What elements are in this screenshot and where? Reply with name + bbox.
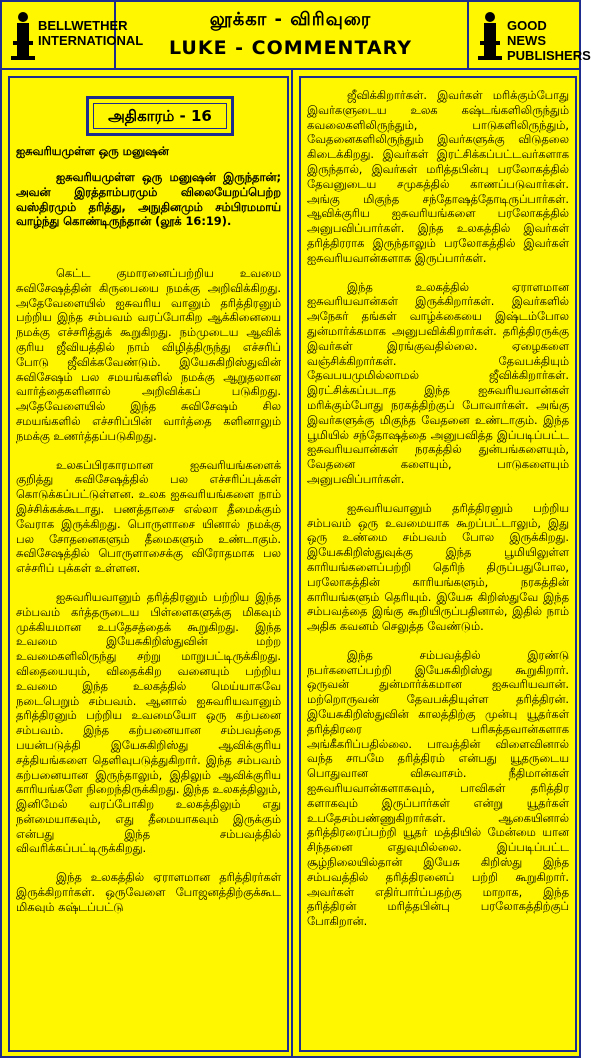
left-logo-text: BELLWETHER INTERNATIONAL [38,18,144,48]
paragraph: இந்த உலகத்தில் ஏராளமான தரித்திரர்கள் இருக்கிறார்கள். ஒருவேளை போஜனத்திற்குக்கூட மிகவும் கஷ்டப்பட்டு [16,870,281,914]
paragraph: இந்த உலகத்தில் ஏராளமான ஐசுவரியவான்கள் இருக்கிறார்கள். இவர்களில் அநேகர் தங்கள் வாழ்க்கையை இஷ்டம்போல துன்மார்க்கமாக அனுபவிக்கிறார்கள். தரித்திரருக்கு இவர்கள் இரங்குவதில்லை. ஏழைகளை வஞ்சிக்கிறார்கள். தேவபக்தியும் தேவபயமுமில்லாமல் ஜீவிக்கிறார்கள். இரட்சிக்கப்படாத இந்த ஐசுவரியவான்கள் மரிக்கும்போது நரகத்திற்குப் போவார்கள். அங்கு இவர்களுக்கு மிகுந்த வேதனை உண்டாகும். இந்த பூமியில் சந்தோஷத்தை அனுபவித்த இப்படிப்பட்ட ஐசுவரியவான்கள் நரகத்தில் துன்பங்களையும், வேதனை களையும், பாடுகளையும் அனுபவிப்பார்கள். [307,279,569,486]
left-column [2,70,293,1056]
verse-quote: ஐசுவரியமுள்ள ஒரு மனுஷன் இருந்தான்; அவன் இரத்தாம்பரமும் விலையேறப்பெற்ற வஸ்திரமும் தரித்து, அநுதினமும் சம்பிரமமாய் வாழ்ந்து கொண்டிருந்தான் (லூக் 16:19). [16,170,281,229]
bellwether-logo [2,2,144,68]
title-english: LUKE - COMMENTARY [168,37,412,59]
figure-icon [8,10,38,60]
left-column-inner [8,76,289,1052]
paragraph: ஜீவிக்கிறார்கள். இவர்கள் மரிக்கும்போது இவர்களுடைய உலக கஷ்டங்களிலிருந்தும் கவலைகளிலிருந்தும், பாடுகளிலிருந்தும், வேதனைகளிலிருந்தும் இவர்களுக்கு விடுதலை கிடைக்கிறது. இவர்கள் இரட்சிக்கப்பட்டவர்களாக இருந்தால், இவர்கள் மரித்தபின்பு பரலோகத்தில் தேவனுடைய சமுகத்தில் காணப்படுவார்கள். அங்கு மிகுந்த சந்தோஷத்தோடிருப்பார்கள். ஆவிக்குரிய ஐசுவரியங்களை பரலோகத்தில் அனுபவிப்பார்கள். இந்த உலகத்தில் இவர்கள் தரித்திரராக இருந்தாலும் பரலோகத்தில் இவர்கள் ஐசுவரியவான்களாக இருப்பார்கள். [307,88,569,265]
paragraph: ஐசுவரியவானும் தரித்திரனும் பற்றிய சம்பவம் ஒரு உவமையாக கூறப்பட்டாலும், இது ஒரு உண்மை சம்பவம் போல இருக்கிறது. இயேசுகிறிஸ்துவுக்கு இந்த பூமியிலுள்ள காரியங்களைப்பற்றி தெரிந் திருப்பதுபோல, பரலோகத்தின் காரியங்களும், நரகத்தின் காரியங்களும் தெரியும். இயேசு கிறிஸ்துவே இந்த சம்பவத்தை இங்கு கூறியிருப்பதினால், இதில் நாம் அதிக கவனம் செலுத்த வேண்டும். [307,500,569,634]
paragraph: ஐசுவரியவானும் தரித்திரனும் பற்றிய இந்த சம்பவம் கர்த்தருடைய பிள்ளைகளுக்கு மிகவும் முக்கியமான உபதேசத்தைக் கூறுகிறது. இந்த உவமை இயேசுகிறிஸ்துவின் மற்ற உவமைகளிலிருந்து சற்று மாறுபட்டிருக்கிறது. விதையையும், விதைக்கிற வனையும் பற்றிய உவமை இந்த உலகத்தில் மெய்யாகவே நடைபெறும் சம்பவம். ஆனால் ஐசுவரியவானும் தரித்திரனும் பற்றிய உவமையோ ஒரு கற்பனை சம்பவம். இந்த கற்பனையான சம்பவத்தை பயன்படுத்தி இயேசுகிறிஸ்து ஆவிக்குரிய சத்தியங்களை தெளிவுபடுத்துகிறார். இந்த சம்பவம் கற்பனையான இருந்தாலும், இதிலும் ஆவிக்குரிய காரியங்களே நிறைந்திருக்கிறது. இந்த உலகத்திலும், இனிமேல் வரப்போகிற உலகத்திலும் எது நன்மையாகவும், எது தீமையாகவும் இருக்கும் என்பது இந்த சம்பவத்தில் விவரிக்கப்பட்டிருக்கிறது. [16,589,281,856]
right-body [307,88,569,1043]
right-column [293,70,579,1056]
section-heading: ஐசுவரியமுள்ள ஒரு மனுஷன் [16,144,169,158]
paragraph: உலகப்பிரகாரமான ஐசுவரியங்களைக் குறித்து சுவிசேஷத்தில் பல எச்சரிப்புக்கள் கொடுக்கப்பட்டுள்ளன. உலக ஐசுவரியங்களை நாம் இச்சிக்கக்கூடாது. பணத்தாசை எல்லா தீமைக்கும் வேராக இருக்கிறது. பொருளாசை யினால் நமக்கு பல சோதனைகளும் தீமைகளும் உண்டாகும். சுவிசேஷத்தில் பொருளாசைக்கு விரோதமாக பல எச்சரிப் புக்கள் உள்ளன. [16,457,281,576]
title-block [116,2,465,68]
chapter-label: அதிகாரம் - 16 [93,103,227,129]
figure-icon [475,10,505,60]
paragraph: கெட்ட குமாரனைப்பற்றிய உவமை சுவிசேஷத்தின் கிருபையை நமக்கு அறிவிக்கிறது. அதேவேளையில் ஐசுவரிய வானும் தரித்திரனும் பற்றிய இந்த சம்பவம் வரப்போகிற ஆக்கினையை நமக்கு எச்சரித்துக் கூறுகிறது. நம்முடைய ஆவிக் குரிய ஜீவியத்தில் நாம் விழித்திருந்து எச்சரிப் போடு ஜீவிக்கவேண்டும். இயேசுகிறிஸ்துவின் சுவிசேஷம் பல சமயங்களில் நமக்கு ஆறுதலான வார்த்தைகளினால் அறிவிக்கப் படுகிறது. அதேவேளையில் இந்த சுவிசேஷம் சில சமயங்களில் எச்சரிப்பின் வார்த்தை களினாலும் நமக்கு உணர்த்தப்படுகிறது. [16,266,281,443]
good-news-logo [467,2,591,68]
title-tamil: லூக்கா - விரிவுரை [209,9,372,30]
right-logo-text: GOOD NEWS PUBLISHERS [507,18,591,63]
right-column-inner [299,76,577,1052]
chapter-box [86,96,234,136]
left-body [16,266,281,1046]
paragraph: இந்த சம்பவத்தில் இரண்டு நபர்களைப்பற்றி இயேசுகிறிஸ்து கூறுகிறார். ஒருவன் துன்மார்க்கமான ஐசுவரியவான். மற்றொருவன் தேவபக்தியுள்ள தரித்திரன். இயேசுகிறிஸ்துவின் காலத்திற்கு முன்பு யூதர்கள் தரித்திரரை பரிசுத்தவான்களாக அங்கீகரிப்பதில்லை. பாவத்தின் விளைவினால் வந்த சாபமே தரித்திரம் என்பது யூதருடைய பொதுவான விசுவாசம். நீதிமான்கள் ஐசுவரியவான்களாகவும், பாவிகள் தரித்திர களாகவும் இருப்பார்கள் என்று யூதர்கள் உபதேசம்பண்ணுகிறார்கள். ஆகையினால் தரித்திரரைப்பற்றி யூதர் மத்தியில் மேன்மை யான சிந்தனை எதுவுமில்லை. இப்படிப்பட்ட சூழ்நிலையில்தான் இயேசு கிறிஸ்து இந்த சம்பவத்தில் தரித்திரனைப் பற்றி கூறுகிறார். அவர்கள் எதிர்பார்ப்பதற்கு மாறாக, இந்த தரித்திரன் மரித்தபின்பு பரலோகத்திற்குப் போகிறான். [307,647,569,929]
page-header [2,2,591,70]
